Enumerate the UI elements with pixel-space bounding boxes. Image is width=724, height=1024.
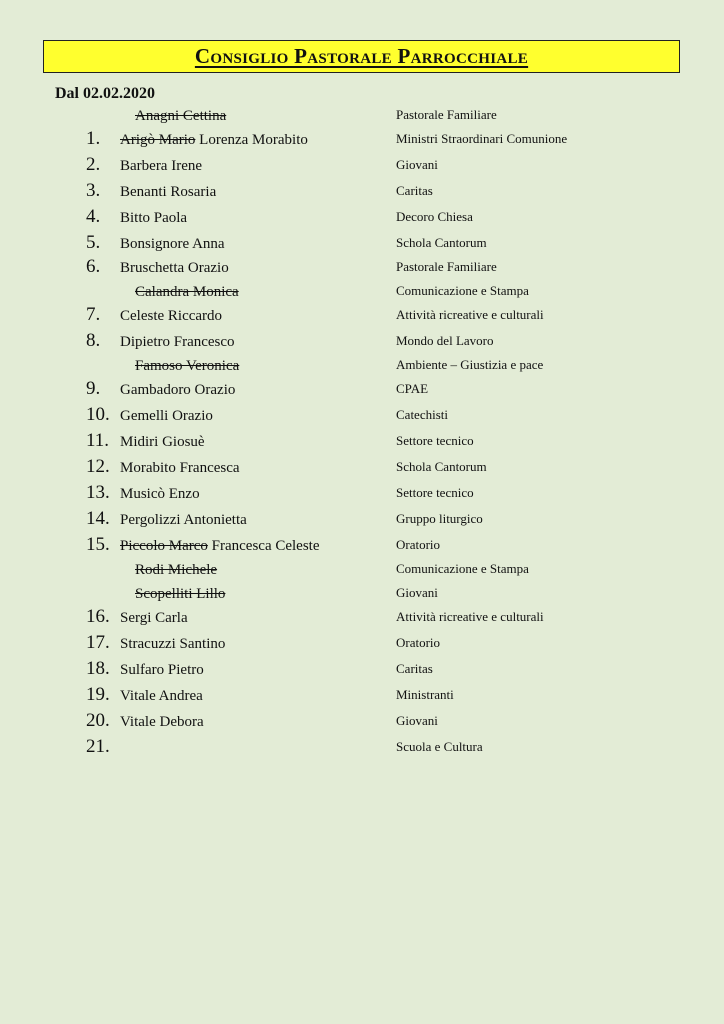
member-role: Catechisti	[396, 407, 448, 422]
member-role: Giovani	[396, 157, 438, 172]
member-role: Schola Cantorum	[396, 235, 487, 250]
member-row	[0, 684, 724, 708]
member-number: 5.	[86, 232, 101, 253]
member-name	[120, 686, 203, 706]
current-member-name: Lorenza Morabito	[199, 132, 308, 148]
member-name	[120, 234, 225, 254]
member-role: Caritas	[396, 183, 433, 198]
member-role: Ministranti	[396, 687, 454, 702]
member-row	[0, 632, 724, 656]
member-name	[120, 536, 320, 556]
member-number: 21.	[86, 736, 110, 757]
member-name	[120, 484, 200, 504]
document-title: Consiglio Pastorale Parrocchiale	[194, 44, 529, 68]
member-number: 16.	[86, 606, 110, 627]
member-number: 1.	[86, 128, 101, 149]
member-name	[120, 380, 235, 400]
member-role: Comunicazione e Stampa	[396, 283, 529, 298]
member-row	[0, 304, 724, 328]
member-role: CPAE	[396, 381, 429, 396]
member-name	[120, 258, 229, 278]
member-row	[0, 104, 724, 128]
member-name	[135, 560, 217, 580]
member-row	[0, 206, 724, 230]
member-row	[0, 232, 724, 256]
member-row	[0, 430, 724, 454]
current-member-name: Francesca Celeste	[211, 538, 320, 554]
member-name	[120, 634, 225, 654]
member-name	[120, 406, 213, 426]
current-member-name: Bonsignore Anna	[120, 236, 225, 252]
member-row	[0, 582, 724, 606]
current-member-name: Sergi Carla	[120, 610, 188, 626]
current-member-name: Pergolizzi Antonietta	[120, 512, 247, 528]
struck-member-name: Scopelliti Lillo	[135, 586, 226, 602]
member-number: 15.	[86, 534, 110, 555]
member-number: 3.	[86, 180, 101, 201]
current-member-name: Vitale Andrea	[120, 688, 203, 704]
current-member-name: Bruschetta Orazio	[120, 260, 229, 276]
current-member-name: Bitto Paola	[120, 210, 188, 226]
member-name	[120, 510, 247, 530]
struck-member-name: Anagni Cettina	[135, 108, 227, 124]
member-number: 20.	[86, 710, 110, 731]
member-row	[0, 508, 724, 532]
member-role: Scuola e Cultura	[396, 739, 483, 754]
member-row	[0, 456, 724, 480]
struck-member-name: Piccolo Marco	[120, 538, 208, 554]
member-role: Pastorale Familiare	[396, 259, 497, 274]
member-row	[0, 658, 724, 682]
title-box	[43, 40, 680, 73]
member-number: 13.	[86, 482, 110, 503]
member-role: Decoro Chiesa	[396, 209, 473, 224]
current-member-name: Vitale Debora	[120, 714, 204, 730]
member-number: 19.	[86, 684, 110, 705]
member-name	[120, 332, 235, 352]
member-role: Schola Cantorum	[396, 459, 487, 474]
member-role: Caritas	[396, 661, 433, 676]
member-name	[135, 106, 226, 126]
member-role: Giovani	[396, 713, 438, 728]
member-row	[0, 736, 724, 760]
member-number: 11.	[86, 430, 110, 451]
current-member-name: Celeste Riccardo	[120, 308, 223, 324]
member-role: Pastorale Familiare	[396, 107, 497, 122]
member-role: Comunicazione e Stampa	[396, 561, 529, 576]
current-member-name: Musicò Enzo	[120, 486, 200, 502]
member-number: 6.	[86, 256, 101, 277]
member-row	[0, 534, 724, 558]
current-member-name: Stracuzzi Santino	[120, 636, 226, 652]
member-role: Gruppo liturgico	[396, 511, 483, 526]
member-role: Oratorio	[396, 537, 441, 552]
struck-member-name: Rodi Michele	[135, 562, 218, 578]
member-row	[0, 128, 724, 152]
member-name	[120, 660, 204, 680]
member-name	[120, 208, 187, 228]
member-name	[120, 156, 202, 176]
member-number: 9.	[86, 378, 101, 399]
member-number: 2.	[86, 154, 101, 175]
member-name	[120, 306, 222, 326]
member-role: Ambiente – Giustizia e pace	[396, 357, 544, 372]
member-row	[0, 180, 724, 204]
member-row	[0, 558, 724, 582]
current-member-name: Midiri Giosuè	[120, 434, 205, 450]
member-name	[135, 356, 239, 376]
member-number: 7.	[86, 304, 101, 325]
member-role: Oratorio	[396, 635, 441, 650]
current-member-name: Benanti Rosaria	[120, 184, 217, 200]
since-date: Dal 02.02.2020	[55, 85, 155, 102]
member-role: Mondo del Lavoro	[396, 333, 494, 348]
member-row	[0, 482, 724, 506]
current-member-name: Morabito Francesca	[120, 460, 240, 476]
member-number: 14.	[86, 508, 110, 529]
member-name	[120, 432, 205, 452]
member-row	[0, 378, 724, 402]
current-member-name: Gambadoro Orazio	[120, 382, 236, 398]
member-name	[120, 608, 188, 628]
member-row	[0, 606, 724, 630]
member-row	[0, 280, 724, 304]
member-number: 17.	[86, 632, 110, 653]
member-number: 12.	[86, 456, 110, 477]
member-role: Attività ricreative e culturali	[396, 307, 544, 322]
member-row	[0, 404, 724, 428]
member-role: Attività ricreative e culturali	[396, 609, 544, 624]
member-row	[0, 256, 724, 280]
member-number: 10.	[86, 404, 110, 425]
member-number: 18.	[86, 658, 110, 679]
member-row	[0, 354, 724, 378]
member-row	[0, 154, 724, 178]
member-number: 8.	[86, 330, 101, 351]
struck-member-name: Famoso Veronica	[135, 358, 240, 374]
member-name	[120, 182, 216, 202]
member-row	[0, 710, 724, 734]
member-row	[0, 330, 724, 354]
member-role: Giovani	[396, 585, 438, 600]
member-role: Settore tecnico	[396, 485, 474, 500]
current-member-name: Sulfaro Pietro	[120, 662, 204, 678]
member-number: 4.	[86, 206, 101, 227]
struck-member-name: Calandra Monica	[135, 284, 239, 300]
current-member-name: Dipietro Francesco	[120, 334, 235, 350]
struck-member-name: Arigò Mario	[120, 132, 196, 148]
member-name	[120, 130, 308, 150]
current-member-name: Gemelli Orazio	[120, 408, 213, 424]
member-name	[135, 584, 225, 604]
member-role: Settore tecnico	[396, 433, 474, 448]
member-name	[120, 712, 204, 732]
member-role: Ministri Straordinari Comunione	[396, 131, 568, 146]
member-name	[120, 458, 240, 478]
current-member-name: Barbera Irene	[120, 158, 203, 174]
member-name	[135, 282, 239, 302]
